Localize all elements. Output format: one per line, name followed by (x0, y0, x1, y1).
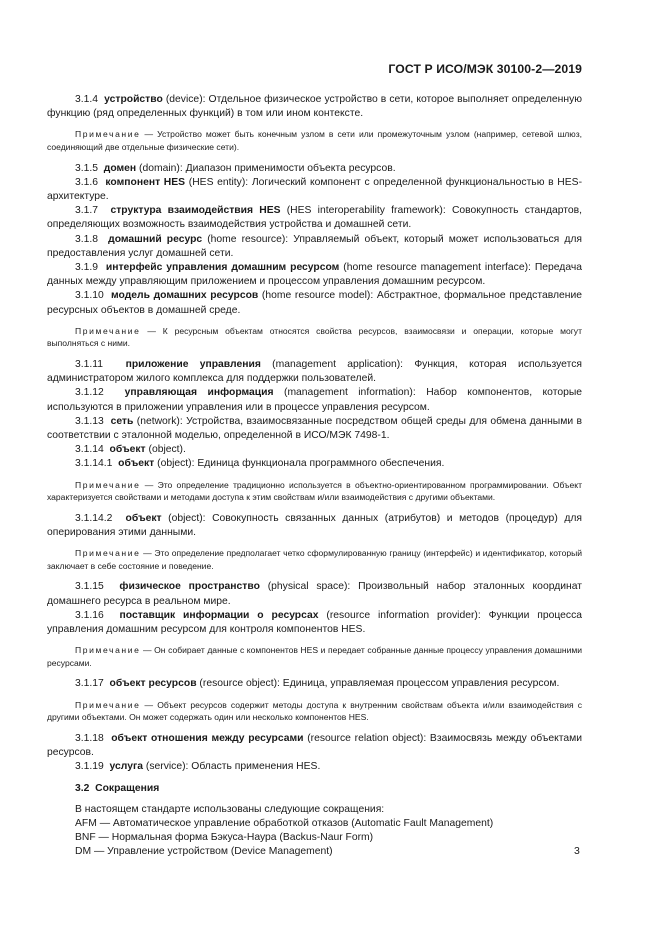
definition-text: (network): Устройства, взаимосвязанные посредством общей среды для обмена данными в соответствии с эталонной моделью, определенной в ИСО/МЭК 7498-1. (47, 415, 583, 442)
definition-number: 3.1.11 (75, 359, 103, 371)
definition-paragraph (47, 162, 582, 176)
section-heading (47, 782, 582, 796)
definition-term: объект (125, 512, 162, 524)
definition-paragraph (47, 580, 582, 608)
note-text: Устройство может быть конечным узлом в сети или промежуточным узлом (например, сетевой шлюз, соединяющий две отдельные физические сети). (47, 129, 582, 152)
definition-text: (home resource management interface): Передача данных между управляющим приложением и процессом управления домашним ресурсом. (47, 262, 583, 288)
note-text: Это определение предполагает четко сформулированную границу (интерфейс) и идентификатор, который заключает в себе состояние и поведение. (47, 548, 583, 571)
note-paragraph (47, 644, 582, 669)
definition-number: 3.1.18 (75, 732, 104, 744)
definition-paragraph (47, 443, 582, 457)
definition-number: 3.1.6 (75, 176, 99, 188)
definition-term: управляющая информация (124, 387, 274, 399)
definition-number: 3.1.12 (75, 387, 104, 399)
definition-text: (object). (145, 444, 186, 456)
definition-number: 3.1.14 (75, 444, 104, 456)
definition-term: домашний ресурс (108, 233, 203, 245)
definition-term: объект ресурсов (109, 678, 197, 690)
note-dash: — (140, 645, 155, 656)
definition-paragraph (47, 233, 582, 261)
definition-term: объект (118, 458, 155, 470)
note-label: Примечание (75, 479, 141, 490)
definition-number: 3.1.14.1 (75, 458, 113, 470)
definition-paragraph (47, 358, 582, 386)
definition-term: физическое пространство (119, 581, 260, 593)
note-text: Это определение традиционно используется в объектно-ориентированном программировании. Объект характеризуется свойствами и методами доступа к этим свойствам и/или взаимодействия с другими объектами. (47, 479, 583, 503)
definition-number: 3.1.5 (75, 162, 99, 174)
note-text: Он собирает данные с компонентов HES и передает собранные данные процессу управления домашними ресурсами. (47, 645, 583, 668)
definition-term: компонент HES (105, 176, 186, 188)
note-paragraph (47, 128, 582, 153)
definitions-list (47, 93, 582, 774)
definition-number: 3.1.7 (75, 205, 99, 217)
note-dash: — (140, 325, 163, 336)
definition-paragraph (47, 204, 582, 232)
definition-number: 3.1.13 (75, 415, 104, 427)
definition-text: (resource object): Единица, управляемая процессом управления ресурсом. (196, 678, 560, 690)
definition-text: (physical space): Произвольный набор эталонных координат домашнего ресурса в реальном мире. (47, 581, 582, 607)
definition-paragraph (47, 677, 582, 691)
abbreviation-item: BNF — Нормальная форма Бэкуса-Наура (Backus-Naur Form) (75, 832, 374, 844)
definition-term: приложение управления (125, 359, 261, 371)
definition-text: (home resource): Управляемый объект, который может использоваться для предоставления услуг домашней сети. (47, 233, 583, 259)
definition-text: (resource relation object): Взаимосвязь между объектами ресурсов. (47, 732, 583, 759)
definition-term: интерфейс управления домашним ресурсом (105, 262, 340, 274)
note-dash: — (140, 548, 155, 559)
definition-term: сеть (110, 415, 134, 427)
definition-term: домен (103, 162, 137, 174)
definition-text: (object): Единица функционала программного обеспечения. (154, 458, 445, 470)
note-paragraph (47, 479, 582, 504)
definition-text: (management application): Функция, которая используется администратором жилого комплекса для поддержки пользователей. (47, 359, 582, 385)
document-body (47, 93, 582, 859)
definition-paragraph (47, 760, 582, 774)
note-text: К ресурсным объектам относятся свойства ресурсов, взаимосвязи и операции, которые могут выполняться с ними. (47, 325, 582, 349)
note-paragraph (47, 699, 582, 724)
definition-number: 3.1.8 (75, 233, 99, 245)
definition-text: (HES entity): Логический компонент с определенной функциональностью в HES-архитектуре. (47, 176, 583, 202)
definition-text: (object): Совокупность связанных данных (атрибутов) и методов (процедур) для оперирования этими данными. (47, 512, 582, 539)
definition-number: 3.1.19 (75, 761, 104, 773)
definition-paragraph (47, 289, 582, 317)
note-dash: — (140, 479, 158, 490)
definition-paragraph (47, 415, 582, 443)
definition-text: (resource information provider): Функции процесса управления домашним ресурсом для контроля компонентов HES. (47, 609, 583, 636)
definition-paragraph (47, 609, 582, 637)
definition-number: 3.1.15 (75, 581, 104, 593)
definition-term: модель домашних ресурсов (111, 290, 259, 302)
definition-term: услуга (109, 761, 144, 773)
note-dash: — (140, 699, 158, 710)
definition-number: 3.1.17 (75, 678, 104, 690)
abbreviations-list (47, 817, 582, 860)
section-intro: В настоящем стандарте использованы следующие сокращения: (75, 803, 385, 815)
note-label: Примечание (75, 645, 141, 656)
definition-text: (domain): Диапазон применимости объекта ресурсов. (136, 162, 396, 174)
section-number: 3.2 (75, 783, 90, 795)
note-paragraph (47, 547, 582, 572)
definition-text: (home resource model): Абстрактное, формальное представление ресурсных объектов в домашней среде. (47, 290, 582, 316)
section-title: Сокращения (95, 783, 160, 795)
definition-text: (device): Отдельное физическое устройство в сети, которое выполняет определенную функцию (ряд определенных функций) в том или ином контексте. (47, 94, 583, 120)
definition-paragraph (47, 386, 582, 414)
definition-number: 3.1.10 (75, 290, 104, 302)
note-label: Примечание (75, 699, 141, 710)
abbreviation-item: DM — Управление устройством (Device Management) (75, 846, 333, 858)
definition-paragraph (47, 176, 582, 204)
note-dash: — (140, 129, 158, 140)
definition-term: устройство (104, 94, 163, 105)
definition-term: объект отношения между ресурсами (111, 732, 304, 744)
definition-number: 3.1.14.2 (75, 512, 113, 524)
definition-term: структура взаимодействия HES (110, 205, 281, 217)
note-paragraph (47, 325, 582, 350)
definition-text: (HES interoperability framework): Совокупность стандартов, определяющих возможность взаимодействия устройства и домашней сети. (47, 205, 583, 231)
definition-term: поставщик информации о ресурсах (119, 609, 319, 621)
definition-number: 3.1.16 (75, 609, 104, 621)
definition-term: объект (109, 444, 146, 456)
definition-paragraph (47, 93, 582, 121)
note-text: Объект ресурсов содержит методы доступа к внутренним свойствам объекта и/или взаимодействия с другими объектами. Он может содержать один или несколько компонентов HES. (47, 699, 582, 723)
abbreviation-item: AFM — Автоматическое управление обработкой отказов (Automatic Fault Management) (75, 817, 494, 829)
note-label: Примечание (75, 548, 141, 559)
note-label: Примечание (75, 325, 141, 336)
definition-paragraph (47, 457, 582, 471)
definition-paragraph (47, 261, 582, 289)
definition-paragraph (47, 512, 582, 540)
page-number: 3 (574, 845, 580, 857)
page-header-standard-id: ГОСТ Р ИСО/МЭК 30100-2—2019 (388, 62, 582, 76)
definition-number: 3.1.9 (75, 262, 99, 274)
definition-text: (service): Область применения HES. (143, 761, 321, 773)
definition-number: 3.1.4 (75, 94, 99, 105)
note-label: Примечание (75, 129, 141, 140)
definition-text: (management information): Набор компонентов, которые используются в приложении управления или в процессе управления ресурсом. (47, 387, 583, 413)
definition-paragraph (47, 732, 582, 760)
